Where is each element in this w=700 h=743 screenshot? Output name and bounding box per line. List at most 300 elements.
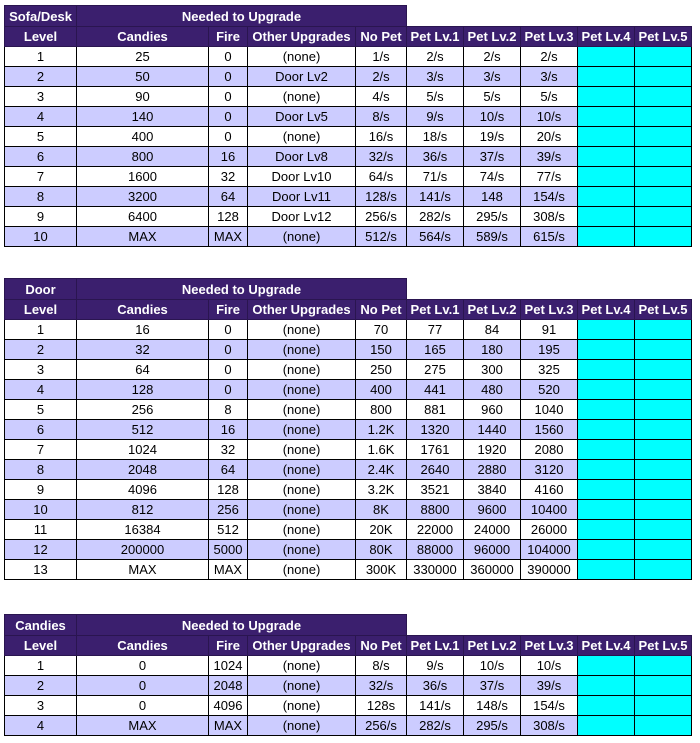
table-row [5, 440, 692, 460]
table-row [5, 360, 692, 380]
cell-fire: 64 [209, 187, 248, 207]
cell-candies: 3200 [77, 187, 209, 207]
table-row [5, 340, 692, 360]
door-table [4, 278, 692, 580]
cell-pet-lv3: 4160 [521, 480, 578, 500]
cell-pet-lv3: 20/s [521, 127, 578, 147]
cell-candies: 50 [77, 67, 209, 87]
header-spacer [407, 615, 692, 636]
cell-pet-lv4 [578, 400, 635, 420]
cell-pet-lv5 [635, 500, 692, 520]
cell-pet-lv4 [578, 560, 635, 580]
cell-no-pet: 2/s [356, 67, 407, 87]
table-row [5, 560, 692, 580]
cell-pet-lv3: 308/s [521, 207, 578, 227]
cell-pet-lv3: 5/s [521, 87, 578, 107]
cell-pet-lv2: 295/s [464, 207, 521, 227]
cell-pet-lv1: 2640 [407, 460, 464, 480]
cell-other-upgrades: (none) [248, 227, 356, 247]
cell-fire: 256 [209, 500, 248, 520]
cell-pet-lv1: 1761 [407, 440, 464, 460]
table-row [5, 227, 692, 247]
cell-pet-lv5 [635, 676, 692, 696]
cell-pet-lv2: 19/s [464, 127, 521, 147]
cell-level: 1 [5, 320, 77, 340]
cell-pet-lv1: 564/s [407, 227, 464, 247]
cell-level: 5 [5, 400, 77, 420]
cell-other-upgrades: Door Lv11 [248, 187, 356, 207]
cell-level: 1 [5, 47, 77, 67]
cell-fire: 2048 [209, 676, 248, 696]
col-header-fire: Fire [209, 300, 248, 320]
cell-pet-lv3: 615/s [521, 227, 578, 247]
cell-no-pet: 400 [356, 380, 407, 400]
cell-pet-lv3: 520 [521, 380, 578, 400]
cell-pet-lv5 [635, 440, 692, 460]
cell-candies: 64 [77, 360, 209, 380]
cell-pet-lv5 [635, 400, 692, 420]
col-header-pet-lv5: Pet Lv.5 [635, 300, 692, 320]
cell-level: 2 [5, 340, 77, 360]
cell-fire: 0 [209, 360, 248, 380]
cell-other-upgrades: Door Lv12 [248, 207, 356, 227]
cell-pet-lv2: 9600 [464, 500, 521, 520]
candies-table [4, 614, 692, 736]
cell-pet-lv5 [635, 127, 692, 147]
cell-pet-lv1: 3521 [407, 480, 464, 500]
cell-candies: MAX [77, 716, 209, 736]
cell-pet-lv1: 275 [407, 360, 464, 380]
cell-pet-lv2: 37/s [464, 676, 521, 696]
cell-no-pet: 300K [356, 560, 407, 580]
cell-pet-lv5 [635, 460, 692, 480]
cell-pet-lv5 [635, 147, 692, 167]
cell-pet-lv3: 308/s [521, 716, 578, 736]
table-row [5, 380, 692, 400]
sofa-desk-table-block [4, 5, 692, 247]
cell-pet-lv5 [635, 340, 692, 360]
table-row [5, 460, 692, 480]
cell-no-pet: 16/s [356, 127, 407, 147]
cell-level: 11 [5, 520, 77, 540]
cell-pet-lv4 [578, 696, 635, 716]
cell-pet-lv1: 5/s [407, 87, 464, 107]
cell-level: 12 [5, 540, 77, 560]
cell-pet-lv1: 441 [407, 380, 464, 400]
cell-fire: 8 [209, 400, 248, 420]
col-header-pet-lv2: Pet Lv.2 [464, 636, 521, 656]
cell-candies: 1600 [77, 167, 209, 187]
cell-pet-lv5 [635, 716, 692, 736]
cell-other-upgrades: (none) [248, 380, 356, 400]
table-row [5, 147, 692, 167]
cell-pet-lv5 [635, 207, 692, 227]
cell-pet-lv1: 71/s [407, 167, 464, 187]
cell-fire: 0 [209, 320, 248, 340]
column-header-row [5, 300, 692, 320]
cell-pet-lv4 [578, 147, 635, 167]
cell-pet-lv1: 282/s [407, 207, 464, 227]
col-header-candies: Candies [77, 27, 209, 47]
cell-pet-lv3: 10/s [521, 656, 578, 676]
cell-candies: 140 [77, 107, 209, 127]
cell-pet-lv4 [578, 520, 635, 540]
cell-level: 6 [5, 147, 77, 167]
col-header-other-upgrades: Other Upgrades [248, 27, 356, 47]
cell-pet-lv3: 390000 [521, 560, 578, 580]
cell-fire: 32 [209, 167, 248, 187]
cell-fire: 0 [209, 380, 248, 400]
cell-fire: 64 [209, 460, 248, 480]
cell-no-pet: 8/s [356, 107, 407, 127]
cell-pet-lv1: 22000 [407, 520, 464, 540]
col-header-pet-lv1: Pet Lv.1 [407, 300, 464, 320]
cell-pet-lv5 [635, 696, 692, 716]
cell-other-upgrades: (none) [248, 440, 356, 460]
table-row [5, 187, 692, 207]
cell-no-pet: 8/s [356, 656, 407, 676]
cell-pet-lv5 [635, 107, 692, 127]
col-header-pet-lv4: Pet Lv.4 [578, 300, 635, 320]
cell-level: 3 [5, 87, 77, 107]
cell-candies: 25 [77, 47, 209, 67]
cell-pet-lv2: 148 [464, 187, 521, 207]
cell-other-upgrades: (none) [248, 360, 356, 380]
cell-level: 9 [5, 480, 77, 500]
cell-pet-lv4 [578, 67, 635, 87]
col-header-pet-lv5: Pet Lv.5 [635, 27, 692, 47]
cell-pet-lv1: 141/s [407, 696, 464, 716]
cell-pet-lv5 [635, 560, 692, 580]
table-row [5, 716, 692, 736]
cell-pet-lv3: 104000 [521, 540, 578, 560]
cell-other-upgrades: (none) [248, 520, 356, 540]
cell-pet-lv1: 2/s [407, 47, 464, 67]
cell-pet-lv2: 148/s [464, 696, 521, 716]
cell-other-upgrades: Door Lv10 [248, 167, 356, 187]
cell-candies: 512 [77, 420, 209, 440]
cell-no-pet: 800 [356, 400, 407, 420]
cell-pet-lv5 [635, 227, 692, 247]
cell-no-pet: 1/s [356, 47, 407, 67]
cell-pet-lv4 [578, 340, 635, 360]
cell-other-upgrades: (none) [248, 460, 356, 480]
cell-no-pet: 128s [356, 696, 407, 716]
cell-pet-lv1: 8800 [407, 500, 464, 520]
col-header-pet-lv2: Pet Lv.2 [464, 300, 521, 320]
cell-pet-lv4 [578, 380, 635, 400]
cell-level: 2 [5, 67, 77, 87]
candies-table-block [4, 614, 692, 736]
cell-candies: 256 [77, 400, 209, 420]
cell-other-upgrades: (none) [248, 420, 356, 440]
cell-no-pet: 32/s [356, 147, 407, 167]
cell-no-pet: 8K [356, 500, 407, 520]
col-header-other-upgrades: Other Upgrades [248, 636, 356, 656]
cell-pet-lv3: 1040 [521, 400, 578, 420]
col-header-no-pet: No Pet [356, 300, 407, 320]
cell-pet-lv5 [635, 480, 692, 500]
col-header-pet-lv4: Pet Lv.4 [578, 636, 635, 656]
table-row [5, 400, 692, 420]
cell-pet-lv4 [578, 227, 635, 247]
table-row [5, 676, 692, 696]
cell-pet-lv2: 24000 [464, 520, 521, 540]
cell-pet-lv5 [635, 167, 692, 187]
cell-candies: 400 [77, 127, 209, 147]
cell-pet-lv3: 325 [521, 360, 578, 380]
col-header-level: Level [5, 636, 77, 656]
cell-other-upgrades: (none) [248, 480, 356, 500]
cell-level: 3 [5, 696, 77, 716]
cell-pet-lv3: 2/s [521, 47, 578, 67]
needed-to-upgrade-header: Needed to Upgrade [77, 615, 407, 636]
cell-pet-lv1: 1320 [407, 420, 464, 440]
cell-fire: 512 [209, 520, 248, 540]
cell-pet-lv4 [578, 716, 635, 736]
cell-level: 4 [5, 716, 77, 736]
cell-pet-lv1: 165 [407, 340, 464, 360]
cell-no-pet: 512/s [356, 227, 407, 247]
table-row [5, 500, 692, 520]
cell-pet-lv5 [635, 320, 692, 340]
cell-pet-lv4 [578, 540, 635, 560]
cell-pet-lv5 [635, 360, 692, 380]
cell-other-upgrades: (none) [248, 87, 356, 107]
cell-level: 13 [5, 560, 77, 580]
cell-pet-lv4 [578, 440, 635, 460]
cell-no-pet: 3.2K [356, 480, 407, 500]
cell-pet-lv3: 195 [521, 340, 578, 360]
cell-pet-lv3: 1560 [521, 420, 578, 440]
cell-pet-lv2: 3840 [464, 480, 521, 500]
title-row [5, 615, 692, 636]
cell-fire: 0 [209, 87, 248, 107]
cell-level: 9 [5, 207, 77, 227]
cell-pet-lv2: 2/s [464, 47, 521, 67]
table-row [5, 696, 692, 716]
cell-level: 10 [5, 227, 77, 247]
sofa-desk-table [4, 5, 692, 247]
cell-other-upgrades: Door Lv2 [248, 67, 356, 87]
cell-pet-lv2: 480 [464, 380, 521, 400]
cell-pet-lv3: 77/s [521, 167, 578, 187]
cell-pet-lv2: 10/s [464, 107, 521, 127]
cell-pet-lv5 [635, 540, 692, 560]
table-title: Door [5, 279, 77, 300]
col-header-no-pet: No Pet [356, 27, 407, 47]
cell-other-upgrades: (none) [248, 47, 356, 67]
cell-pet-lv1: 36/s [407, 147, 464, 167]
cell-pet-lv1: 77 [407, 320, 464, 340]
cell-pet-lv2: 74/s [464, 167, 521, 187]
cell-no-pet: 1.6K [356, 440, 407, 460]
cell-pet-lv5 [635, 87, 692, 107]
header-spacer [407, 279, 692, 300]
cell-fire: 0 [209, 47, 248, 67]
header-spacer [407, 6, 692, 27]
cell-pet-lv3: 39/s [521, 676, 578, 696]
cell-pet-lv3: 2080 [521, 440, 578, 460]
col-header-level: Level [5, 27, 77, 47]
cell-fire: MAX [209, 716, 248, 736]
cell-level: 3 [5, 360, 77, 380]
cell-no-pet: 32/s [356, 676, 407, 696]
cell-other-upgrades: (none) [248, 716, 356, 736]
cell-candies: 128 [77, 380, 209, 400]
cell-pet-lv4 [578, 460, 635, 480]
table-row [5, 127, 692, 147]
cell-pet-lv5 [635, 67, 692, 87]
cell-other-upgrades: (none) [248, 320, 356, 340]
cell-fire: 5000 [209, 540, 248, 560]
cell-level: 1 [5, 656, 77, 676]
cell-pet-lv1: 330000 [407, 560, 464, 580]
cell-other-upgrades: Door Lv8 [248, 147, 356, 167]
cell-candies: 32 [77, 340, 209, 360]
col-header-pet-lv2: Pet Lv.2 [464, 27, 521, 47]
cell-candies: 2048 [77, 460, 209, 480]
cell-other-upgrades: (none) [248, 127, 356, 147]
cell-pet-lv4 [578, 107, 635, 127]
table-title: Candies [5, 615, 77, 636]
cell-candies: 0 [77, 696, 209, 716]
cell-level: 2 [5, 676, 77, 696]
cell-fire: 4096 [209, 696, 248, 716]
cell-no-pet: 64/s [356, 167, 407, 187]
cell-other-upgrades: (none) [248, 656, 356, 676]
cell-pet-lv1: 9/s [407, 656, 464, 676]
table-row [5, 540, 692, 560]
cell-other-upgrades: (none) [248, 676, 356, 696]
title-row [5, 6, 692, 27]
cell-pet-lv2: 96000 [464, 540, 521, 560]
cell-pet-lv5 [635, 187, 692, 207]
col-header-other-upgrades: Other Upgrades [248, 300, 356, 320]
cell-fire: 1024 [209, 656, 248, 676]
cell-no-pet: 256/s [356, 716, 407, 736]
cell-pet-lv2: 5/s [464, 87, 521, 107]
cell-candies: 6400 [77, 207, 209, 227]
cell-fire: 0 [209, 340, 248, 360]
cell-pet-lv5 [635, 656, 692, 676]
cell-pet-lv4 [578, 320, 635, 340]
cell-pet-lv1: 9/s [407, 107, 464, 127]
cell-candies: 800 [77, 147, 209, 167]
cell-fire: MAX [209, 560, 248, 580]
cell-pet-lv1: 18/s [407, 127, 464, 147]
cell-level: 8 [5, 187, 77, 207]
door-table-block [4, 278, 692, 580]
col-header-fire: Fire [209, 636, 248, 656]
cell-pet-lv1: 88000 [407, 540, 464, 560]
cell-pet-lv2: 180 [464, 340, 521, 360]
cell-level: 7 [5, 440, 77, 460]
cell-pet-lv2: 295/s [464, 716, 521, 736]
cell-pet-lv4 [578, 656, 635, 676]
cell-fire: 16 [209, 420, 248, 440]
cell-pet-lv2: 589/s [464, 227, 521, 247]
cell-no-pet: 20K [356, 520, 407, 540]
cell-pet-lv1: 36/s [407, 676, 464, 696]
table-row [5, 207, 692, 227]
table-row [5, 47, 692, 67]
cell-candies: 90 [77, 87, 209, 107]
cell-pet-lv2: 37/s [464, 147, 521, 167]
cell-level: 4 [5, 380, 77, 400]
table-row [5, 656, 692, 676]
cell-pet-lv4 [578, 47, 635, 67]
cell-level: 8 [5, 460, 77, 480]
col-header-pet-lv1: Pet Lv.1 [407, 636, 464, 656]
cell-candies: 16384 [77, 520, 209, 540]
table-row [5, 167, 692, 187]
cell-pet-lv3: 10/s [521, 107, 578, 127]
cell-pet-lv1: 141/s [407, 187, 464, 207]
cell-pet-lv2: 1920 [464, 440, 521, 460]
cell-no-pet: 150 [356, 340, 407, 360]
cell-level: 7 [5, 167, 77, 187]
cell-no-pet: 80K [356, 540, 407, 560]
col-header-candies: Candies [77, 300, 209, 320]
cell-pet-lv4 [578, 500, 635, 520]
cell-pet-lv3: 39/s [521, 147, 578, 167]
cell-candies: 1024 [77, 440, 209, 460]
cell-candies: MAX [77, 560, 209, 580]
cell-pet-lv4 [578, 127, 635, 147]
table-row [5, 67, 692, 87]
col-header-pet-lv4: Pet Lv.4 [578, 27, 635, 47]
cell-candies: 812 [77, 500, 209, 520]
cell-pet-lv2: 3/s [464, 67, 521, 87]
cell-level: 10 [5, 500, 77, 520]
cell-other-upgrades: Door Lv5 [248, 107, 356, 127]
col-header-no-pet: No Pet [356, 636, 407, 656]
cell-pet-lv4 [578, 187, 635, 207]
col-header-pet-lv1: Pet Lv.1 [407, 27, 464, 47]
table-title: Sofa/Desk [5, 6, 77, 27]
cell-pet-lv2: 10/s [464, 656, 521, 676]
cell-pet-lv4 [578, 480, 635, 500]
col-header-pet-lv5: Pet Lv.5 [635, 636, 692, 656]
col-header-fire: Fire [209, 27, 248, 47]
title-row [5, 279, 692, 300]
cell-pet-lv3: 26000 [521, 520, 578, 540]
cell-level: 6 [5, 420, 77, 440]
table-row [5, 320, 692, 340]
cell-level: 5 [5, 127, 77, 147]
cell-pet-lv1: 881 [407, 400, 464, 420]
cell-pet-lv3: 91 [521, 320, 578, 340]
table-row [5, 520, 692, 540]
cell-other-upgrades: (none) [248, 696, 356, 716]
needed-to-upgrade-header: Needed to Upgrade [77, 6, 407, 27]
cell-no-pet: 4/s [356, 87, 407, 107]
cell-no-pet: 2.4K [356, 460, 407, 480]
cell-pet-lv4 [578, 676, 635, 696]
cell-fire: 0 [209, 67, 248, 87]
cell-pet-lv4 [578, 207, 635, 227]
cell-pet-lv3: 154/s [521, 187, 578, 207]
cell-other-upgrades: (none) [248, 400, 356, 420]
cell-fire: 0 [209, 127, 248, 147]
column-header-row [5, 27, 692, 47]
cell-no-pet: 250 [356, 360, 407, 380]
cell-other-upgrades: (none) [248, 500, 356, 520]
cell-pet-lv1: 3/s [407, 67, 464, 87]
cell-pet-lv5 [635, 380, 692, 400]
cell-pet-lv2: 1440 [464, 420, 521, 440]
